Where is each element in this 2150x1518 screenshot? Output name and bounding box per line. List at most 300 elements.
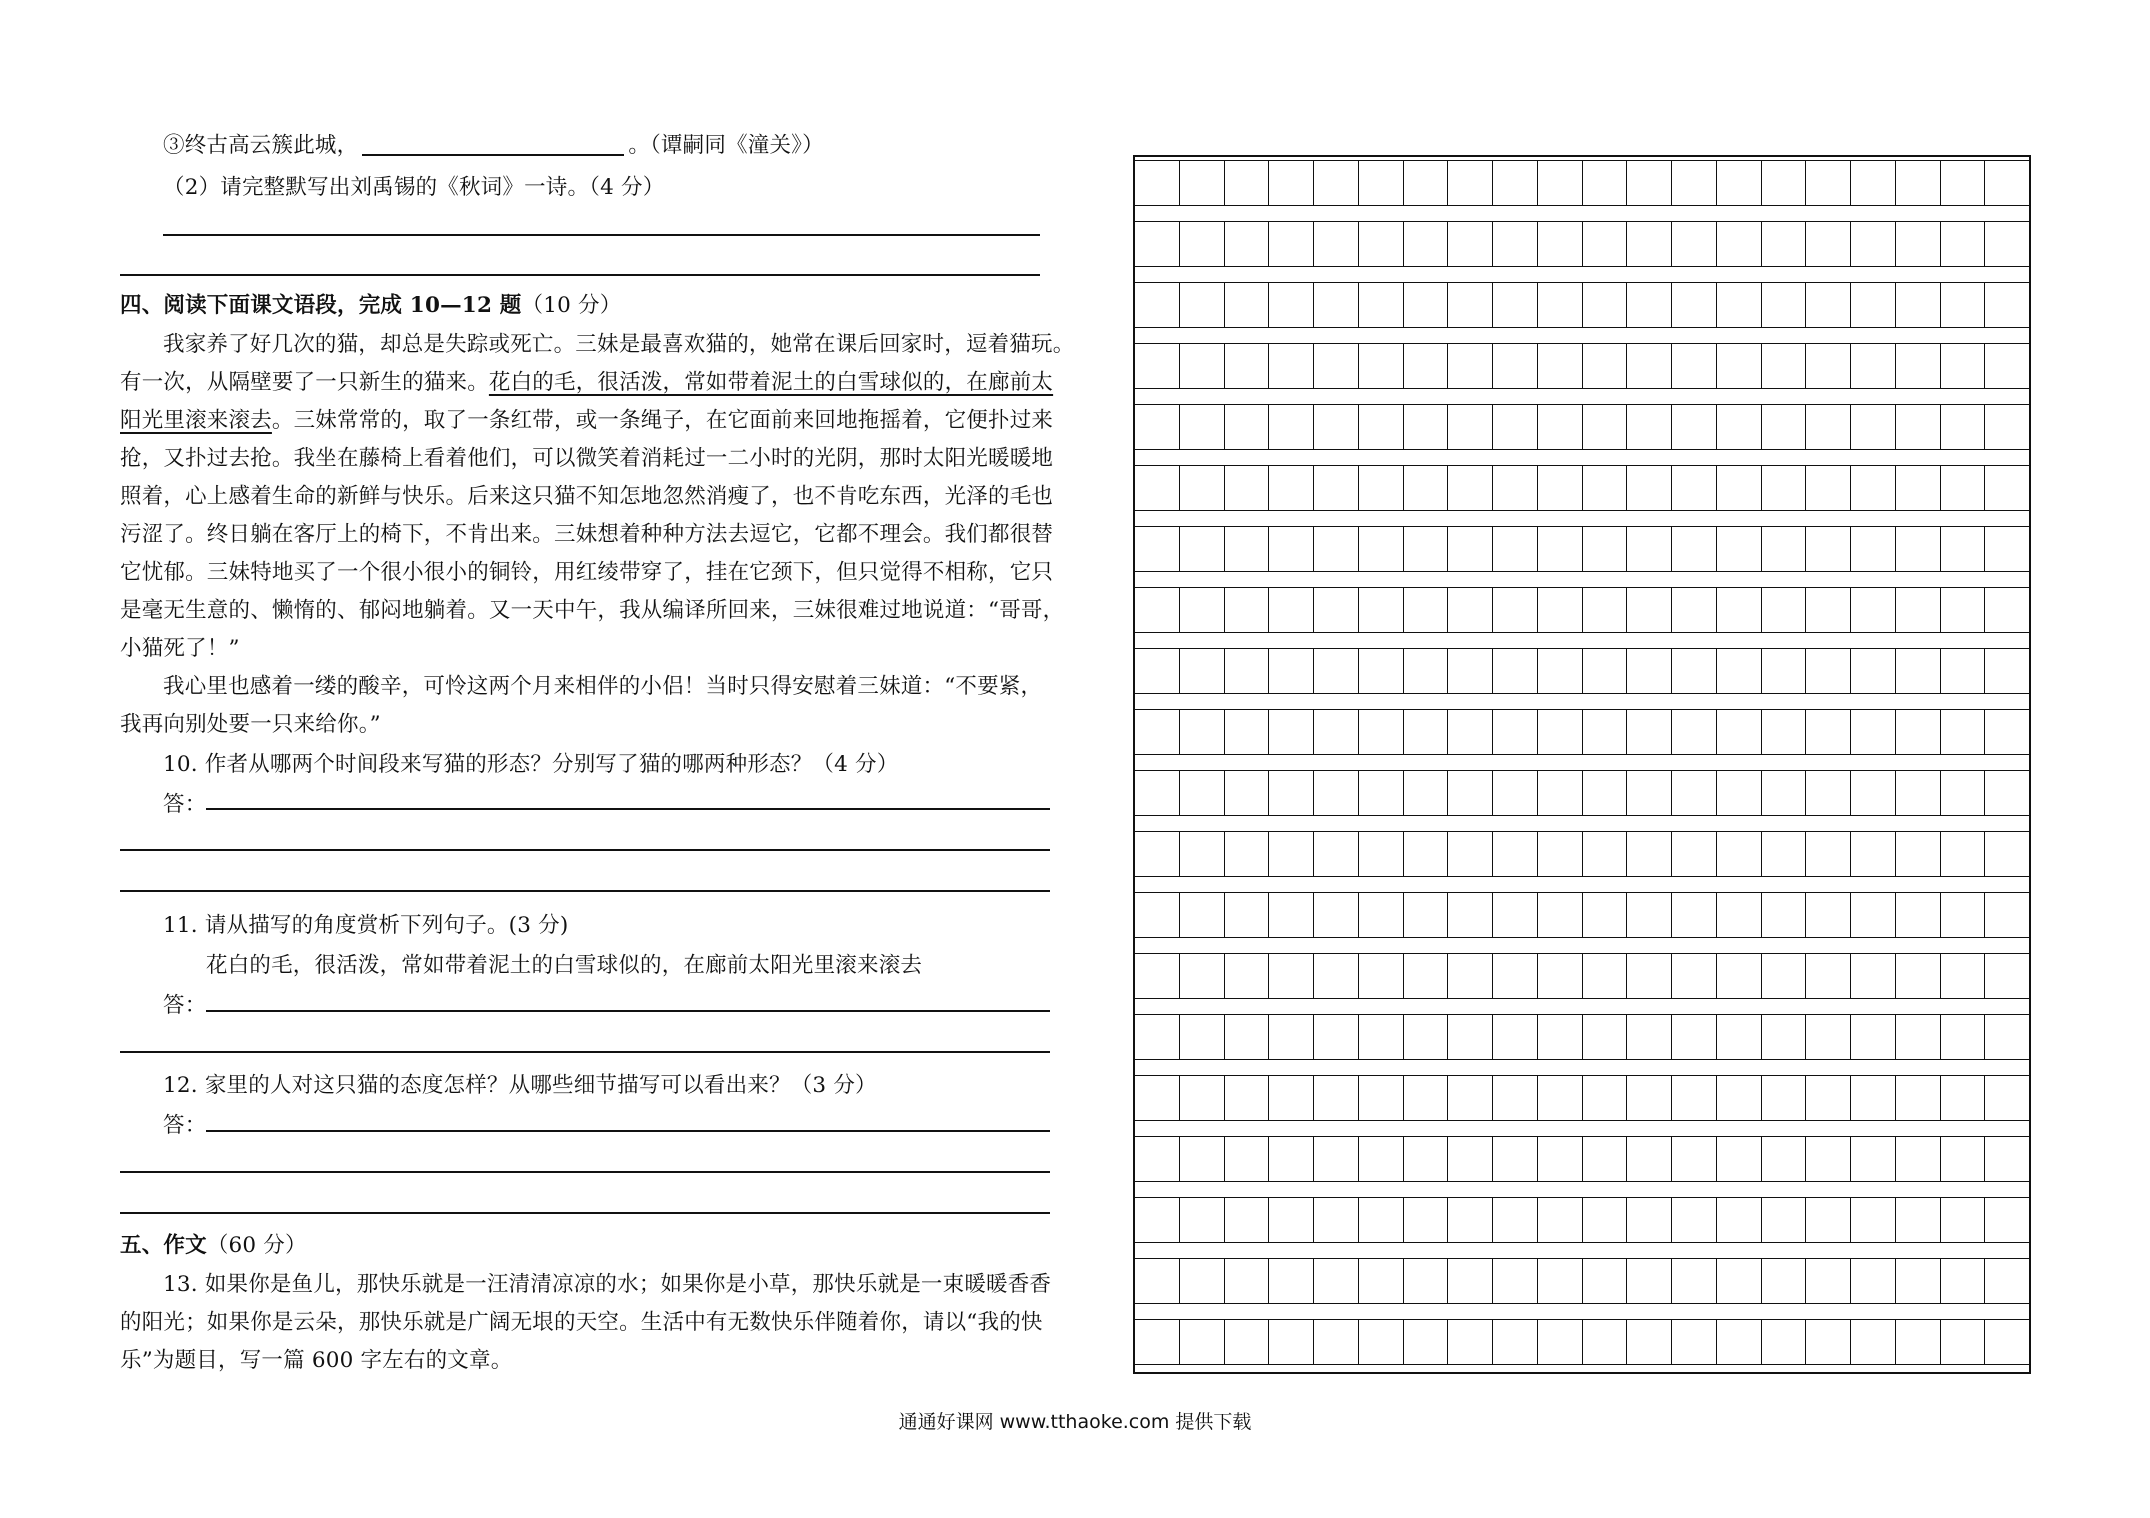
answer-line[interactable] [120,274,1040,276]
grid-cell[interactable] [1671,283,1716,327]
grid-cell[interactable] [1984,1137,2029,1181]
grid-cell[interactable] [1313,1137,1358,1181]
grid-cell[interactable] [1582,1015,1627,1059]
grid-cell[interactable] [1850,283,1895,327]
grid-cell[interactable] [1224,344,1269,388]
grid-cell[interactable] [1582,1320,1627,1364]
grid-cell[interactable] [1358,771,1403,815]
grid-cell[interactable] [1940,1198,1985,1242]
grid-cell[interactable] [1582,222,1627,266]
grid-cell[interactable] [1850,527,1895,571]
grid-cell[interactable] [1895,283,1940,327]
grid-cell[interactable] [1940,771,1985,815]
grid-cell[interactable] [1447,588,1492,632]
answer-blank[interactable] [362,130,624,156]
grid-cell[interactable] [1805,466,1850,510]
grid-cell[interactable] [1582,832,1627,876]
grid-cell[interactable] [1537,649,1582,693]
grid-cell[interactable] [1492,1320,1537,1364]
grid-cell[interactable] [1268,893,1313,937]
grid-cell[interactable] [1895,893,1940,937]
grid-cell[interactable] [1447,344,1492,388]
grid-cell[interactable] [1135,832,1179,876]
grid-cell[interactable] [1895,649,1940,693]
grid-cell[interactable] [1313,344,1358,388]
grid-cell[interactable] [1984,1198,2029,1242]
grid-cell[interactable] [1358,1259,1403,1303]
grid-cell[interactable] [1761,344,1806,388]
grid-cell[interactable] [1626,1076,1671,1120]
grid-cell[interactable] [1940,649,1985,693]
grid-cell[interactable] [1626,1137,1671,1181]
grid-cell[interactable] [1268,1137,1313,1181]
grid-cell[interactable] [1537,161,1582,205]
grid-cell[interactable] [1716,466,1761,510]
grid-cell[interactable] [1895,222,1940,266]
grid-cell[interactable] [1850,649,1895,693]
grid-cell[interactable] [1179,1198,1224,1242]
grid-cell[interactable] [1537,527,1582,571]
grid-cell[interactable] [1716,649,1761,693]
grid-cell[interactable] [1135,283,1179,327]
grid-cell[interactable] [1268,1015,1313,1059]
grid-cell[interactable] [1403,527,1448,571]
grid-cell[interactable] [1135,1076,1179,1120]
grid-cell[interactable] [1403,893,1448,937]
grid-cell[interactable] [1447,161,1492,205]
grid-cell[interactable] [1716,1198,1761,1242]
grid-cell[interactable] [1224,954,1269,998]
grid-cell[interactable] [1403,649,1448,693]
grid-cell[interactable] [1358,710,1403,754]
grid-cell[interactable] [1671,588,1716,632]
grid-cell[interactable] [1492,344,1537,388]
grid-cell[interactable] [1403,832,1448,876]
grid-cell[interactable] [1671,1259,1716,1303]
grid-cell[interactable] [1582,1198,1627,1242]
grid-cell[interactable] [1179,1259,1224,1303]
grid-cell[interactable] [1403,954,1448,998]
grid-cell[interactable] [1716,283,1761,327]
grid-cell[interactable] [1224,283,1269,327]
grid-cell[interactable] [1313,1015,1358,1059]
grid-cell[interactable] [1224,466,1269,510]
grid-cell[interactable] [1135,588,1179,632]
answer-line[interactable] [120,1051,1050,1053]
grid-cell[interactable] [1716,588,1761,632]
grid-cell[interactable] [1805,161,1850,205]
grid-cell[interactable] [1895,588,1940,632]
grid-cell[interactable] [1805,954,1850,998]
grid-cell[interactable] [1895,527,1940,571]
grid-cell[interactable] [1447,832,1492,876]
grid-cell[interactable] [1268,1259,1313,1303]
grid-cell[interactable] [1224,1198,1269,1242]
grid-cell[interactable] [1447,527,1492,571]
grid-cell[interactable] [1850,405,1895,449]
grid-cell[interactable] [1224,1015,1269,1059]
grid-cell[interactable] [1716,1137,1761,1181]
grid-cell[interactable] [1850,1015,1895,1059]
grid-cell[interactable] [1403,161,1448,205]
grid-cell[interactable] [1895,710,1940,754]
grid-cell[interactable] [1582,1076,1627,1120]
grid-cell[interactable] [1268,344,1313,388]
grid-cell[interactable] [1358,527,1403,571]
grid-cell[interactable] [1224,710,1269,754]
grid-cell[interactable] [1626,588,1671,632]
grid-cell[interactable] [1805,1320,1850,1364]
grid-cell[interactable] [1179,832,1224,876]
grid-cell[interactable] [1671,1015,1716,1059]
grid-cell[interactable] [1626,1320,1671,1364]
grid-cell[interactable] [1940,466,1985,510]
grid-cell[interactable] [1984,649,2029,693]
grid-cell[interactable] [1626,832,1671,876]
grid-cell[interactable] [1716,1015,1761,1059]
grid-cell[interactable] [1224,222,1269,266]
grid-cell[interactable] [1805,893,1850,937]
grid-cell[interactable] [1940,161,1985,205]
grid-cell[interactable] [1492,649,1537,693]
grid-cell[interactable] [1626,771,1671,815]
grid-cell[interactable] [1761,771,1806,815]
grid-cell[interactable] [1671,1137,1716,1181]
grid-cell[interactable] [1179,1137,1224,1181]
grid-cell[interactable] [1179,466,1224,510]
grid-cell[interactable] [1850,1076,1895,1120]
grid-cell[interactable] [1761,222,1806,266]
grid-cell[interactable] [1179,954,1224,998]
grid-cell[interactable] [1761,649,1806,693]
grid-cell[interactable] [1537,771,1582,815]
grid-cell[interactable] [1268,1198,1313,1242]
grid-cell[interactable] [1224,771,1269,815]
grid-cell[interactable] [1313,1076,1358,1120]
grid-cell[interactable] [1940,954,1985,998]
grid-cell[interactable] [1268,466,1313,510]
grid-cell[interactable] [1492,1259,1537,1303]
grid-cell[interactable] [1716,527,1761,571]
answer-line[interactable] [206,1130,1050,1132]
answer-line[interactable] [120,890,1050,892]
grid-cell[interactable] [1492,283,1537,327]
grid-cell[interactable] [1447,1259,1492,1303]
grid-cell[interactable] [1224,161,1269,205]
grid-cell[interactable] [1358,466,1403,510]
grid-cell[interactable] [1850,1320,1895,1364]
grid-cell[interactable] [1716,344,1761,388]
grid-cell[interactable] [1626,893,1671,937]
grid-cell[interactable] [1582,588,1627,632]
grid-cell[interactable] [1895,1259,1940,1303]
answer-line[interactable] [120,1171,1050,1173]
grid-cell[interactable] [1358,283,1403,327]
grid-cell[interactable] [1179,161,1224,205]
grid-cell[interactable] [1850,1137,1895,1181]
grid-cell[interactable] [1761,161,1806,205]
grid-cell[interactable] [1805,1259,1850,1303]
grid-cell[interactable] [1179,527,1224,571]
grid-cell[interactable] [1716,1259,1761,1303]
grid-cell[interactable] [1313,771,1358,815]
grid-cell[interactable] [1984,283,2029,327]
grid-cell[interactable] [1895,1015,1940,1059]
grid-cell[interactable] [1492,771,1537,815]
grid-cell[interactable] [1671,222,1716,266]
grid-cell[interactable] [1447,222,1492,266]
grid-cell[interactable] [1716,405,1761,449]
grid-cell[interactable] [1313,832,1358,876]
grid-cell[interactable] [1447,1320,1492,1364]
grid-cell[interactable] [1403,1015,1448,1059]
grid-cell[interactable] [1313,405,1358,449]
grid-cell[interactable] [1537,1198,1582,1242]
grid-cell[interactable] [1403,588,1448,632]
grid-cell[interactable] [1447,1137,1492,1181]
grid-cell[interactable] [1358,1320,1403,1364]
grid-cell[interactable] [1805,710,1850,754]
grid-cell[interactable] [1895,344,1940,388]
grid-cell[interactable] [1135,1259,1179,1303]
grid-cell[interactable] [1671,954,1716,998]
grid-cell[interactable] [1268,588,1313,632]
grid-cell[interactable] [1135,527,1179,571]
grid-cell[interactable] [1761,1198,1806,1242]
grid-cell[interactable] [1537,1320,1582,1364]
grid-cell[interactable] [1984,832,2029,876]
grid-cell[interactable] [1805,283,1850,327]
grid-cell[interactable] [1671,161,1716,205]
grid-cell[interactable] [1447,1198,1492,1242]
grid-cell[interactable] [1313,893,1358,937]
grid-cell[interactable] [1403,1259,1448,1303]
grid-cell[interactable] [1268,527,1313,571]
grid-cell[interactable] [1135,161,1179,205]
grid-cell[interactable] [1224,1259,1269,1303]
grid-cell[interactable] [1850,710,1895,754]
grid-cell[interactable] [1224,1076,1269,1120]
grid-cell[interactable] [1537,832,1582,876]
grid-cell[interactable] [1984,405,2029,449]
grid-cell[interactable] [1403,222,1448,266]
grid-cell[interactable] [1358,1137,1403,1181]
grid-cell[interactable] [1492,588,1537,632]
grid-cell[interactable] [1805,1076,1850,1120]
grid-cell[interactable] [1492,893,1537,937]
grid-cell[interactable] [1537,710,1582,754]
grid-cell[interactable] [1582,344,1627,388]
grid-cell[interactable] [1671,771,1716,815]
grid-cell[interactable] [1940,1259,1985,1303]
grid-cell[interactable] [1537,1259,1582,1303]
grid-cell[interactable] [1537,283,1582,327]
grid-cell[interactable] [1537,466,1582,510]
grid-cell[interactable] [1179,1320,1224,1364]
grid-cell[interactable] [1940,832,1985,876]
grid-cell[interactable] [1268,954,1313,998]
grid-cell[interactable] [1179,710,1224,754]
grid-cell[interactable] [1761,832,1806,876]
grid-cell[interactable] [1805,1198,1850,1242]
grid-cell[interactable] [1135,222,1179,266]
grid-cell[interactable] [1984,1259,2029,1303]
grid-cell[interactable] [1135,405,1179,449]
grid-cell[interactable] [1135,344,1179,388]
grid-cell[interactable] [1537,588,1582,632]
grid-cell[interactable] [1850,893,1895,937]
answer-line[interactable] [206,1010,1050,1012]
grid-cell[interactable] [1984,527,2029,571]
grid-cell[interactable] [1313,527,1358,571]
grid-cell[interactable] [1537,893,1582,937]
grid-cell[interactable] [1984,466,2029,510]
grid-cell[interactable] [1492,1015,1537,1059]
grid-cell[interactable] [1761,466,1806,510]
grid-cell[interactable] [1940,283,1985,327]
grid-cell[interactable] [1313,1259,1358,1303]
grid-cell[interactable] [1537,222,1582,266]
grid-cell[interactable] [1895,405,1940,449]
grid-cell[interactable] [1268,405,1313,449]
grid-cell[interactable] [1358,893,1403,937]
grid-cell[interactable] [1716,1076,1761,1120]
grid-cell[interactable] [1850,466,1895,510]
grid-cell[interactable] [1626,161,1671,205]
grid-cell[interactable] [1179,1015,1224,1059]
grid-cell[interactable] [1761,710,1806,754]
grid-cell[interactable] [1895,1320,1940,1364]
grid-cell[interactable] [1716,1320,1761,1364]
grid-cell[interactable] [1671,344,1716,388]
grid-cell[interactable] [1313,649,1358,693]
grid-cell[interactable] [1403,344,1448,388]
grid-cell[interactable] [1761,405,1806,449]
grid-cell[interactable] [1671,649,1716,693]
grid-cell[interactable] [1224,527,1269,571]
grid-cell[interactable] [1358,1076,1403,1120]
grid-cell[interactable] [1940,222,1985,266]
grid-cell[interactable] [1984,954,2029,998]
grid-cell[interactable] [1716,954,1761,998]
grid-cell[interactable] [1358,405,1403,449]
answer-line[interactable] [120,849,1050,851]
grid-cell[interactable] [1626,466,1671,510]
grid-cell[interactable] [1135,1015,1179,1059]
grid-cell[interactable] [1179,893,1224,937]
grid-cell[interactable] [1895,832,1940,876]
grid-cell[interactable] [1268,649,1313,693]
grid-cell[interactable] [1492,954,1537,998]
grid-cell[interactable] [1403,466,1448,510]
grid-cell[interactable] [1626,527,1671,571]
grid-cell[interactable] [1626,344,1671,388]
grid-cell[interactable] [1313,161,1358,205]
grid-cell[interactable] [1940,1320,1985,1364]
grid-cell[interactable] [1582,893,1627,937]
grid-cell[interactable] [1850,954,1895,998]
grid-cell[interactable] [1940,1137,1985,1181]
grid-cell[interactable] [1626,710,1671,754]
grid-cell[interactable] [1850,222,1895,266]
grid-cell[interactable] [1940,588,1985,632]
grid-cell[interactable] [1358,344,1403,388]
grid-cell[interactable] [1716,161,1761,205]
grid-cell[interactable] [1761,1137,1806,1181]
grid-cell[interactable] [1984,893,2029,937]
grid-cell[interactable] [1805,344,1850,388]
grid-cell[interactable] [1447,466,1492,510]
grid-cell[interactable] [1403,1076,1448,1120]
grid-cell[interactable] [1582,954,1627,998]
grid-cell[interactable] [1626,405,1671,449]
grid-cell[interactable] [1358,222,1403,266]
grid-cell[interactable] [1895,1076,1940,1120]
grid-cell[interactable] [1492,466,1537,510]
grid-cell[interactable] [1984,222,2029,266]
grid-cell[interactable] [1313,588,1358,632]
grid-cell[interactable] [1403,710,1448,754]
grid-cell[interactable] [1984,1076,2029,1120]
grid-cell[interactable] [1447,1015,1492,1059]
grid-cell[interactable] [1761,527,1806,571]
grid-cell[interactable] [1313,283,1358,327]
grid-cell[interactable] [1671,832,1716,876]
grid-cell[interactable] [1984,1320,2029,1364]
composition-grid[interactable] [1133,155,2031,1374]
grid-cell[interactable] [1805,527,1850,571]
grid-cell[interactable] [1224,1137,1269,1181]
grid-cell[interactable] [1761,283,1806,327]
grid-cell[interactable] [1358,1015,1403,1059]
grid-cell[interactable] [1895,771,1940,815]
grid-cell[interactable] [1492,405,1537,449]
grid-cell[interactable] [1940,405,1985,449]
grid-cell[interactable] [1358,161,1403,205]
grid-cell[interactable] [1626,954,1671,998]
grid-cell[interactable] [1135,771,1179,815]
grid-cell[interactable] [1447,649,1492,693]
grid-cell[interactable] [1179,405,1224,449]
grid-cell[interactable] [1850,832,1895,876]
grid-cell[interactable] [1671,893,1716,937]
grid-cell[interactable] [1135,710,1179,754]
grid-cell[interactable] [1492,1076,1537,1120]
grid-cell[interactable] [1135,466,1179,510]
grid-cell[interactable] [1537,954,1582,998]
grid-cell[interactable] [1940,893,1985,937]
grid-cell[interactable] [1313,222,1358,266]
answer-line[interactable] [206,808,1050,810]
grid-cell[interactable] [1716,832,1761,876]
grid-cell[interactable] [1671,405,1716,449]
grid-cell[interactable] [1135,1320,1179,1364]
grid-cell[interactable] [1403,771,1448,815]
grid-cell[interactable] [1984,344,2029,388]
grid-cell[interactable] [1403,1198,1448,1242]
answer-line[interactable] [120,1212,1050,1214]
grid-cell[interactable] [1313,466,1358,510]
grid-cell[interactable] [1492,1198,1537,1242]
grid-cell[interactable] [1671,710,1716,754]
grid-cell[interactable] [1805,1137,1850,1181]
grid-cell[interactable] [1492,1137,1537,1181]
grid-cell[interactable] [1358,832,1403,876]
grid-cell[interactable] [1179,1076,1224,1120]
grid-cell[interactable] [1224,893,1269,937]
grid-cell[interactable] [1403,405,1448,449]
grid-cell[interactable] [1268,1076,1313,1120]
